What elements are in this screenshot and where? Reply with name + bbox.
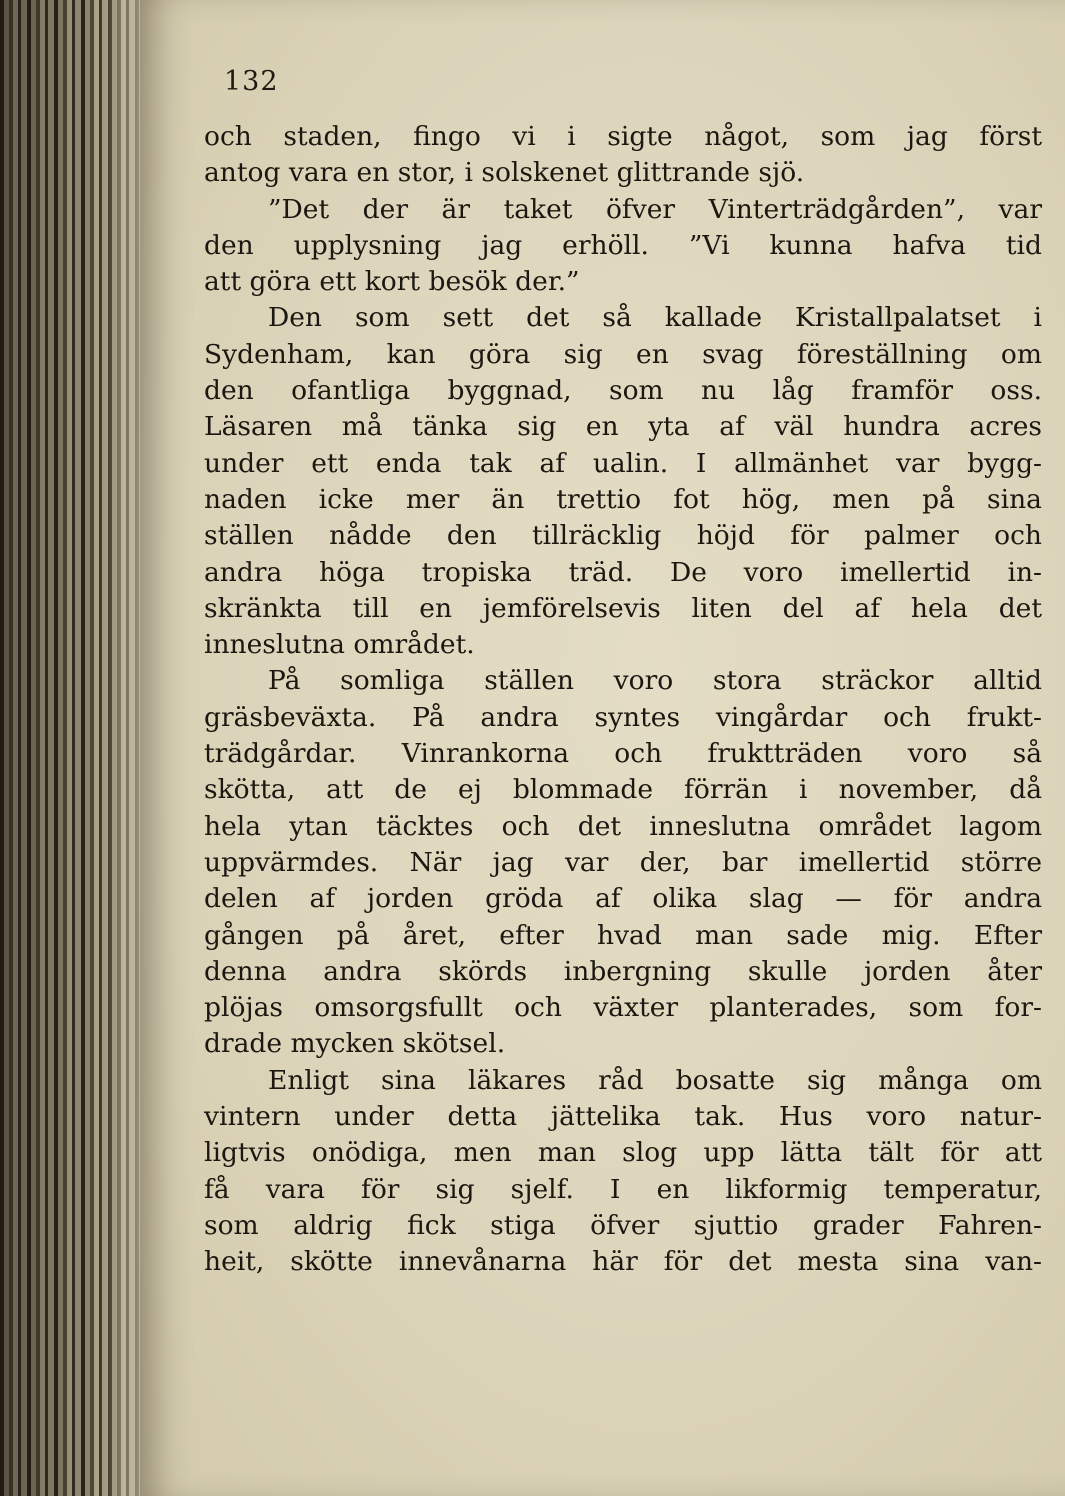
text-line: den upplysning jag erhöll. ”Vi kunna hafva tid bbox=[204, 229, 1042, 261]
text-line: ”Det der är taket öfver Vinterträdgården”, var bbox=[268, 193, 1042, 225]
text-line: skränkta till en jemförelsevis liten del af hela det bbox=[204, 592, 1042, 624]
text-line: heit, skötte innevånarna här för det mesta sina van- bbox=[204, 1246, 1042, 1278]
text-line: naden icke mer än trettio fot hög, men på sina bbox=[204, 483, 1042, 515]
text-line: drade mycken skötsel. bbox=[204, 1028, 506, 1060]
text-line: Den som sett det så kallade Kristallpalatset i bbox=[268, 302, 1042, 334]
text-line: Sydenham, kan göra sig en svag föreställning om bbox=[204, 338, 1042, 370]
text-line: skötta, att de ej blommade förrän i november, då bbox=[204, 774, 1042, 806]
book-page bbox=[140, 0, 1065, 1496]
text-line: inneslutna området. bbox=[204, 629, 475, 661]
text-line: delen af jorden gröda af olika slag — för andra bbox=[204, 883, 1042, 915]
text-line: uppvärmdes. När jag var der, bar imellertid större bbox=[204, 846, 1042, 878]
text-line: plöjas omsorgsfullt och växter planterades, som for- bbox=[204, 992, 1042, 1024]
text-line: antog vara en stor, i solskenet glittrande sjö. bbox=[204, 157, 805, 189]
text-line: få vara för sig sjelf. I en likformig temperatur, bbox=[204, 1173, 1042, 1205]
paragraph bbox=[204, 119, 1042, 192]
body-text bbox=[204, 119, 1042, 1281]
paragraph bbox=[204, 192, 1042, 301]
text-line: hela ytan täcktes och det inneslutna området lagom bbox=[204, 810, 1042, 842]
text-line: Läsaren må tänka sig en yta af väl hundra acres bbox=[204, 411, 1042, 443]
paragraph bbox=[204, 663, 1042, 1062]
text-line: under ett enda tak af ualin. I allmänhet var bygg- bbox=[204, 447, 1042, 479]
text-line: andra höga tropiska träd. De voro imellertid in- bbox=[204, 556, 1042, 588]
text-line: och staden, fingo vi i sigte något, som jag först bbox=[204, 121, 1042, 152]
text-line: gräsbeväxta. På andra syntes vingårdar och frukt- bbox=[204, 701, 1042, 733]
text-line: att göra ett kort besök der.” bbox=[204, 266, 580, 298]
text-line: som aldrig fick stiga öfver sjuttio grader Fahren- bbox=[204, 1209, 1042, 1241]
text-line: denna andra skörds inbergning skulle jorden åter bbox=[204, 955, 1042, 987]
text-line: På somliga ställen voro stora sträckor alltid bbox=[268, 665, 1042, 697]
text-line: Enligt sina läkares råd bosatte sig många om bbox=[268, 1064, 1042, 1096]
book-page-edges bbox=[0, 0, 160, 1496]
text-line: trädgårdar. Vinrankorna och fruktträden voro så bbox=[204, 738, 1042, 770]
text-line: den ofantliga byggnad, som nu låg framför oss. bbox=[204, 375, 1042, 407]
text-line: vintern under detta jättelika tak. Hus voro natur- bbox=[204, 1101, 1042, 1133]
paragraph bbox=[204, 1063, 1042, 1281]
text-line: ligtvis onödiga, men man slog upp lätta tält för att bbox=[204, 1137, 1042, 1169]
page-number: 132 bbox=[224, 66, 279, 97]
paragraph bbox=[204, 300, 1042, 663]
text-line: ställen nådde den tillräcklig höjd för palmer och bbox=[204, 520, 1042, 552]
text-line: gången på året, efter hvad man sade mig. Efter bbox=[204, 919, 1042, 951]
